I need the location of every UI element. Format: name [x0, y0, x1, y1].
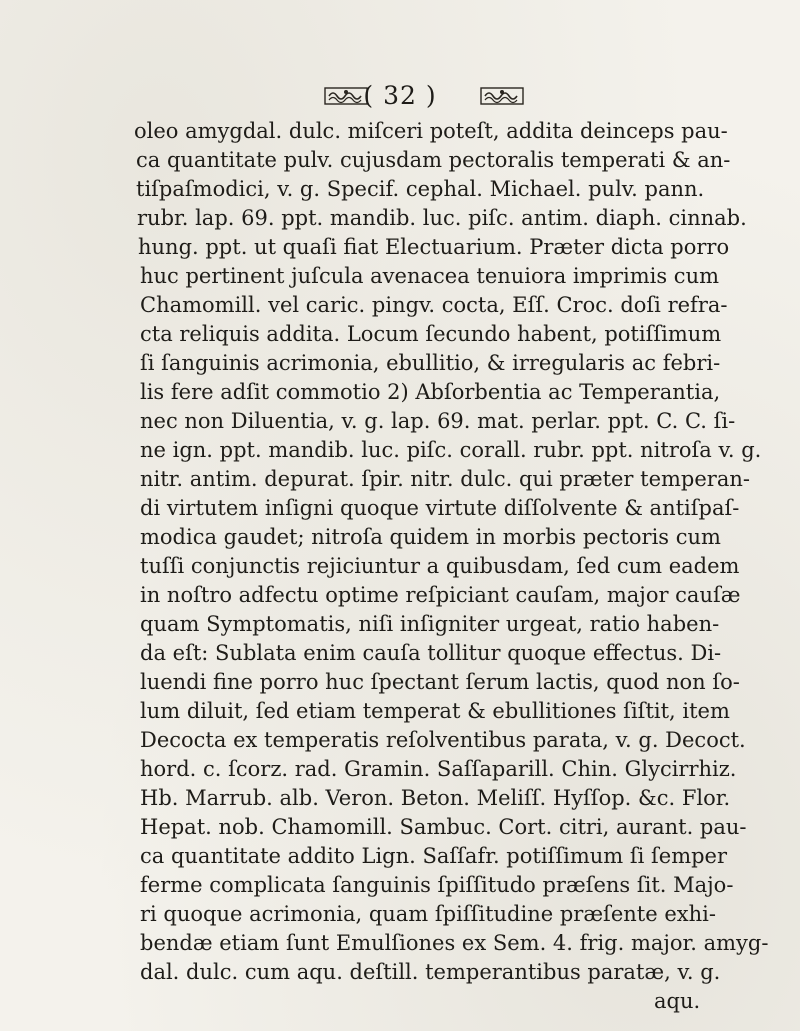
text-line: dal. dulc. cum aqu. deſtill. temperantibus paratæ, v. g.: [140, 960, 721, 984]
text-line: bendæ etiam ſunt Emulſiones ex Sem. 4. frig. major. amyg-: [140, 931, 769, 955]
text-line: modica gaudet; nitroſa quidem in morbis pectoris cum: [140, 525, 721, 549]
text-line: ſi ſanguinis acrimonia, ebullitio, & irregularis ac febri-: [140, 351, 721, 375]
printer-ornament-left: [324, 86, 368, 106]
text-line: di virtutem inſigni quoque virtute diſſolvente & antiſpaſ-: [140, 496, 740, 520]
page-number: ( 32 ): [363, 81, 437, 110]
text-line: rubr. lap. 69. ppt. mandib. luc. piſc. antim. diaph. cinnab.: [137, 206, 747, 230]
text-line: quam Symptomatis, niſi inſigniter urgeat, ratio haben-: [140, 612, 720, 636]
text-line: hung. ppt. ut quaſi fiat Electuarium. Præter dicta porro: [138, 235, 730, 259]
text-line: Hepat. nob. Chamomill. Sambuc. Cort. citri, aurant. pau-: [140, 815, 747, 839]
text-line: ca quantitate addito Lign. Saſſafr. potiſſimum ſi ſemper: [140, 844, 728, 868]
text-line: ne ign. ppt. mandib. luc. piſc. corall. rubr. ppt. nitroſa v. g.: [140, 438, 762, 462]
text-line: cta reliquis addita. Locum ſecundo habent, potiſſimum: [140, 322, 722, 346]
text-line: Decocta ex temperatis reſolventibus parata, v. g. Decoct.: [140, 728, 746, 752]
text-line: ca quantitate pulv. cujusdam pectoralis temperati & an-: [136, 148, 731, 172]
printer-ornament-right: [480, 86, 524, 106]
text-line: Hb. Marrub. alb. Veron. Beton. Meliſſ. Hyſſop. &c. Flor.: [140, 786, 731, 810]
text-line: tuſſi conjunctis rejiciuntur a quibusdam, ſed cum eadem: [140, 554, 740, 578]
text-line: da eſt: Sublata enim cauſa tollitur quoque effectus. Di-: [140, 641, 722, 665]
text-line: Chamomill. vel caric. pingv. cocta, Eſſ. Croc. doſi refra-: [140, 293, 728, 317]
text-line: lis fere adſit commotio 2) Abſorbentia ac Temperantia,: [140, 380, 721, 404]
text-line: tiſpaſmodici, v. g. Specif. cephal. Michael. pulv. pann.: [136, 177, 705, 201]
catchword: aqu.: [654, 989, 701, 1013]
text-line: ri quoque acrimonia, quam ſpiſſitudine præſente exhi-: [140, 902, 716, 926]
text-line: nitr. antim. depurat. ſpir. nitr. dulc. qui præter temperan-: [140, 467, 750, 491]
text-line: lum diluit, ſed etiam temperat & ebullitiones ſiſtit, item: [140, 699, 730, 723]
text-line: nec non Diluentia, v. g. lap. 69. mat. perlar. ppt. C. C. ſi-: [140, 409, 736, 433]
text-line: luendi fine porro huc ſpectant ſerum lactis, quod non ſo-: [140, 670, 740, 694]
text-line: ferme complicata ſanguinis ſpiſſitudo præſens ſit. Majo-: [140, 873, 734, 897]
text-line: in noſtro adfectu optime reſpiciant cauſam, major cauſæ: [140, 583, 741, 607]
text-line: huc pertinent juſcula avenacea tenuiora imprimis cum: [140, 264, 720, 288]
text-line: hord. c. ſcorz. rad. Gramin. Saſſaparill. Chin. Glycirrhiz.: [140, 757, 737, 781]
text-line: oleo amygdal. dulc. miſceri poteſt, addita deinceps pau-: [134, 119, 728, 143]
page-header: [0, 76, 800, 112]
